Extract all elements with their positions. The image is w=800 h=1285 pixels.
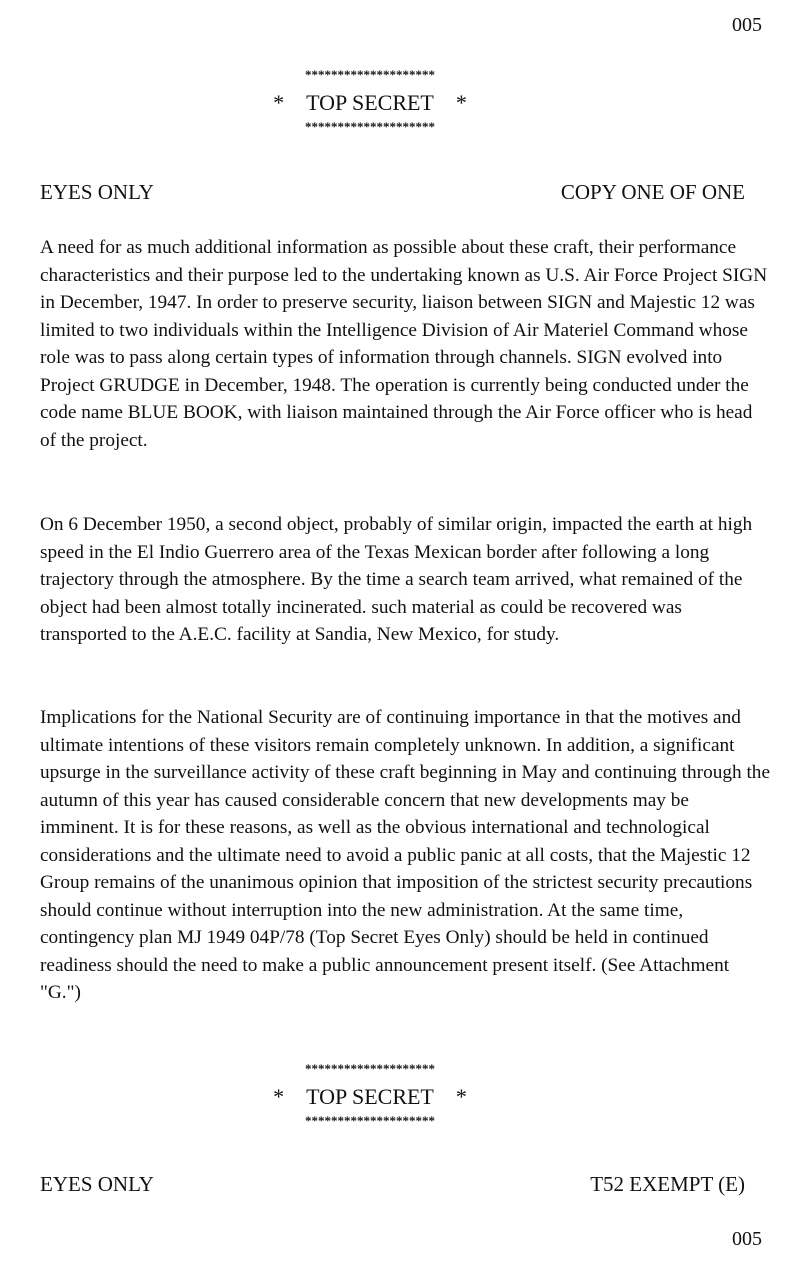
asterisk-border-top: ******************** bbox=[305, 1061, 435, 1076]
asterisk-border-bottom: ******************** bbox=[305, 1113, 435, 1128]
classification-line bbox=[0, 1086, 740, 1108]
eyes-only-label: EYES ONLY bbox=[40, 1172, 154, 1196]
copy-label: COPY ONE OF ONE bbox=[560, 180, 745, 204]
top-secret-banner-bottom bbox=[0, 1062, 740, 1130]
asterisk-left: * bbox=[273, 1084, 285, 1109]
paragraph-project-sign: A need for as much additional information as possible about these craft, their performance characteristics and their purpose led to the undertaking known as U.S. Air Force Project SIGN in December, 1947. In order to preserve security, liaison between SIGN and Majestic 12 was limited to two individuals within the Intelligence Division of Air Materiel Command whose role was to pass along certain types of information through channels. SIGN evolved into Project GRUDGE in December, 1948. The operation is currently being conducted under the code name BLUE BOOK, with liaison maintained through the Air Force officer who is head of the project. bbox=[40, 237, 768, 451]
top-secret-banner-top bbox=[0, 68, 740, 136]
exemption-label: T52 EXEMPT (E) bbox=[590, 1172, 745, 1196]
header-row-bottom bbox=[40, 1172, 745, 1197]
paragraph-second-object: On 6 December 1950, a second object, probably of similar origin, impacted the earth at high speed in the El Indio Guerrero area of the Texas Mexican border after following a long trajectory through the atmosphere. By the time a search team arrived, what remained of the object had been almost totally incinerated. such material as could be recovered was transported to the A.E.C. facility at Sandia, New Mexico, for study. bbox=[40, 514, 753, 645]
page-number-bottom: 005 bbox=[732, 1228, 762, 1250]
eyes-only-label: EYES ONLY bbox=[40, 180, 154, 204]
asterisk-border-top: ******************** bbox=[305, 67, 435, 82]
header-row-top bbox=[40, 180, 745, 205]
asterisk-right: * bbox=[455, 90, 467, 115]
classification-title: TOP SECRET bbox=[306, 90, 434, 115]
asterisk-right: * bbox=[455, 1084, 467, 1109]
paragraph-implications: Implications for the National Security are of continuing importance in that the motives and ultimate intentions of these visitors remain completely unknown. In addition, a significant upsurge in the surveillance activity of these craft beginning in May and continuing through the autumn of this year has caused considerable concern that new developments may be imminent. It is for these reasons, as well as the obvious international and technological considerations and the ultimate need to avoid a public panic at all costs, that the Majestic 12 Group remains of the unanimous opinion that imposition of the strictest security precautions should continue without interruption into the new administration. At the same time, contingency plan MJ 1949 04P/78 (Top Secret Eyes Only) should be held in continued readiness should the need to make a public announcement present itself. (See Attachment "G.") bbox=[40, 707, 771, 1003]
page-number-top: 005 bbox=[732, 14, 762, 36]
classification-title: TOP SECRET bbox=[306, 1084, 434, 1109]
asterisk-border-bottom: ******************** bbox=[305, 119, 435, 134]
asterisk-left: * bbox=[273, 90, 285, 115]
classification-line bbox=[0, 92, 740, 114]
